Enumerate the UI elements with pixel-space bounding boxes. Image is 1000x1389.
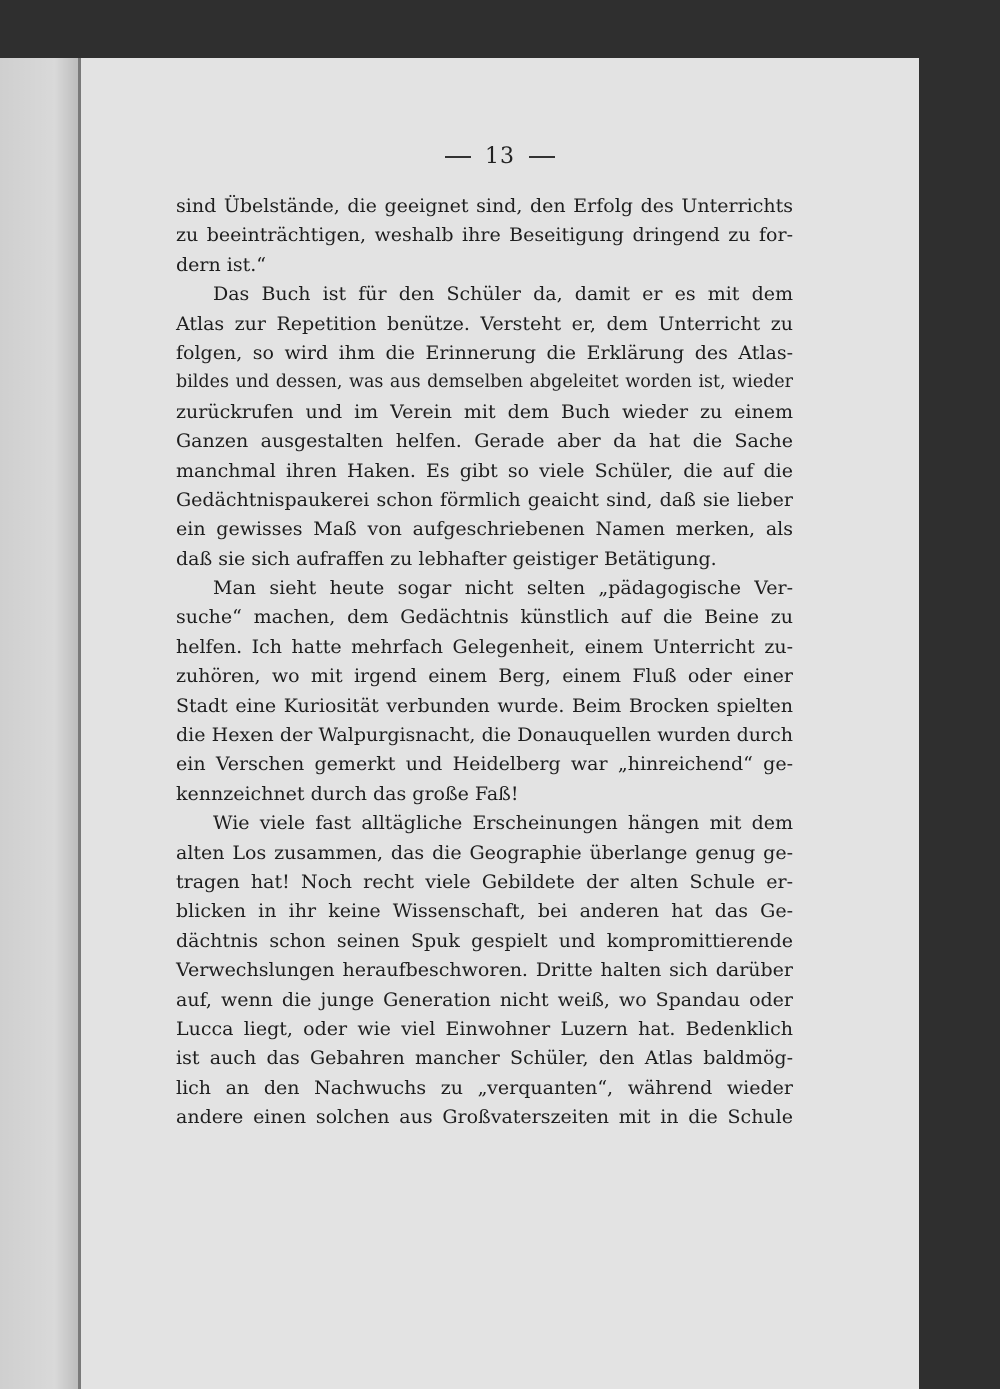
text-line: folgen, so wird ihm die Erinnerung die Erklärung des Atlas- [176, 341, 793, 364]
body-text [176, 192, 793, 1133]
text-line: tragen hat! Noch recht viele Gebildete der alten Schule er- [176, 870, 793, 893]
text-line: auf, wenn die junge Generation nicht weiß, wo Spandau oder [176, 988, 793, 1011]
text-line: Atlas zur Repetition benütze. Versteht er, dem Unterricht zu [176, 312, 793, 335]
text-line: zurückrufen und im Verein mit dem Buch wieder zu einem [176, 400, 793, 423]
text-line: daß sie sich aufraffen zu lebhafter geistiger Betätigung. [176, 547, 717, 570]
text-line: Man sieht heute sogar nicht selten „pädagogische Ver- [213, 577, 793, 600]
text-line: bildes und dessen, was aus demselben abgeleitet worden ist, wieder [176, 372, 793, 393]
page-number-dash-right [529, 156, 555, 158]
text-line: Das Buch ist für den Schüler da, damit er es mit dem [213, 283, 793, 306]
text-line: Wie viele fast alltägliche Erscheinungen hängen mit dem [213, 812, 793, 835]
page-number-header [81, 144, 919, 169]
text-line: dern ist.“ [176, 253, 266, 276]
text-line: andere einen solchen aus Großvaterszeiten mit in die Schule [176, 1106, 793, 1129]
text-line: alten Los zusammen, das die Geographie überlange genug ge- [176, 841, 793, 864]
text-line: ein Verschen gemerkt und Heidelberg war „hinreichend“ ge- [176, 753, 793, 776]
text-line: lich an den Nachwuchs zu „verquanten“, während wieder [176, 1076, 793, 1099]
text-line: sind Übelstände, die geeignet sind, den Erfolg des Unterrichts [176, 195, 793, 217]
text-line: dächtnis schon seinen Spuk gespielt und kompromittierende [176, 929, 793, 952]
book-page [81, 58, 919, 1389]
text-line: zu beeinträchtigen, weshalb ihre Beseitigung dringend zu for- [176, 224, 793, 247]
text-line: Verwechslungen heraufbeschworen. Dritte halten sich darüber [176, 959, 793, 982]
text-line: Stadt eine Kuriosität verbunden wurde. Beim Brocken spielten [176, 694, 793, 717]
text-line: zuhören, wo mit irgend einem Berg, einem Fluß oder einer [176, 665, 793, 688]
text-line: die Hexen der Walpurgisnacht, die Donauquellen wurden durch [176, 724, 793, 747]
text-line: ein gewisses Maß von aufgeschriebenen Namen merken, als [176, 518, 793, 541]
text-line: blicken in ihr keine Wissenschaft, bei anderen hat das Ge- [176, 900, 793, 923]
text-line: manchmal ihren Haken. Es gibt so viele Schüler, die auf die [176, 459, 793, 482]
text-line: helfen. Ich hatte mehrfach Gelegenheit, einem Unterricht zu- [176, 635, 793, 658]
text-line: Gedächtnispaukerei schon förmlich geaicht sind, daß sie lieber [176, 488, 793, 511]
text-line: Lucca liegt, oder wie viel Einwohner Luzern hat. Bedenklich [176, 1017, 793, 1040]
facing-page-edge [0, 58, 78, 1389]
text-line: suche“ machen, dem Gedächtnis künstlich auf die Beine zu [176, 606, 793, 629]
text-line: ist auch das Gebahren mancher Schüler, den Atlas baldmög- [176, 1047, 793, 1070]
page-number-dash-left [445, 156, 471, 158]
page-number: 13 [485, 144, 515, 169]
text-line: Ganzen ausgestalten helfen. Gerade aber da hat die Sache [176, 430, 793, 453]
text-line: kennzeichnet durch das große Faß! [176, 782, 519, 805]
